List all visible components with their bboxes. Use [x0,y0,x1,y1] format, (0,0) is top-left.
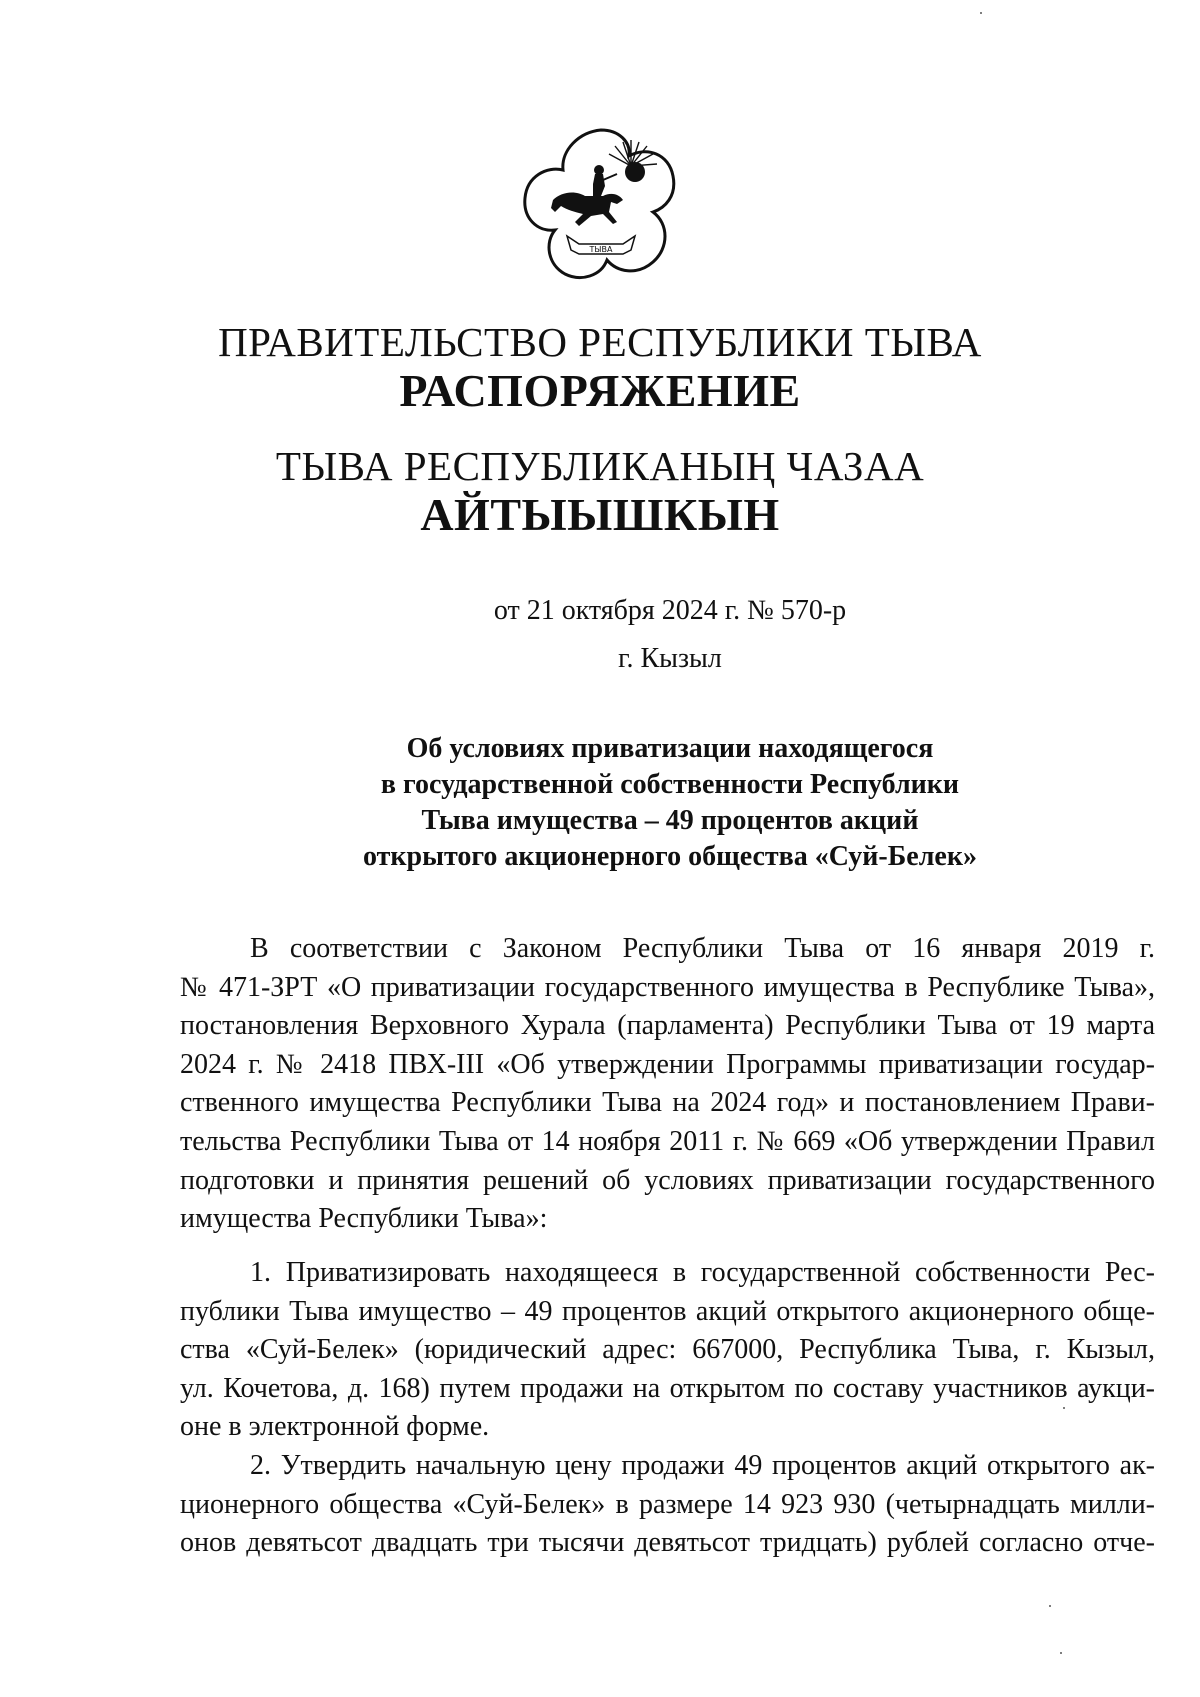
document-type-tyv: АЙТЫЫШКЫН [420,489,780,540]
text-line: имущества Республики Тыва»: [180,1203,548,1235]
government-name-ru: ПРАВИТЕЛЬСТВО РЕСПУБЛИКИ ТЫВА [218,319,982,365]
text-line: № 471-ЗРТ «О приватизации государственного имущества в Республике Тыва», [180,971,1155,1003]
text-line: В соответствии с Законом Республики Тыва от 16 января 2019 г. [250,933,1155,964]
scan-speck [980,12,982,14]
text-line: подготовки и принятия решений об условиях приватизации государственного [180,1164,1155,1196]
scan-speck [1060,1652,1062,1654]
text-line: ул. Кочетова, д. 168) путем продажи на открытом по составу участников аукци- [180,1372,1155,1404]
scan-speck [1063,1407,1065,1409]
text-line: публики Тыва имущество – 49 процентов акций открытого акционерного обще- [180,1295,1155,1327]
scan-speck [1049,1605,1051,1607]
text-line: ственного имущества Республики Тыва на 2024 год» и постановлением Прави- [180,1087,1155,1119]
document-title [70,731,1200,875]
preamble-paragraph [180,930,1155,1239]
text-line: оне в электронной форме. [180,1411,490,1443]
text-line: 2024 г. № 2418 ПВХ-III «Об утверждении Программы приватизации государ- [180,1048,1155,1080]
clause-2-paragraph [180,1447,1155,1563]
clause-1-paragraph [180,1254,1155,1447]
title-line: в государственной собственности Республики [380,769,960,800]
text-line: тельства Республики Тыва от 14 ноября 2011 г. № 669 «Об утверждении Правил [180,1125,1155,1157]
text-line: постановления Верховного Хурала (парламента) Республики Тыва от 19 марта [180,1010,1155,1042]
title-line: Тыва имущества – 49 процентов акций [421,805,919,836]
title-line: открытого акционерного общества «Суй-Белек» [363,841,977,872]
government-name-tyv: ТЫВА РЕСПУБЛИКАНЫҢ ЧАЗАА [275,443,925,489]
text-line: 2. Утвердить начальную цену продажи 49 процентов акций открытого ак- [250,1450,1155,1481]
text-line: ства «Суй-Белек» (юридический адрес: 667000, Республика Тыва, г. Кызыл, [180,1334,1155,1366]
svg-text:ТЫВА: ТЫВА [589,245,613,254]
text-line: ционерного общества «Суй-Белек» в размере 14 923 930 (четырнадцать милли- [180,1488,1155,1520]
text-line: 1. Приватизировать находящееся в государственной собственности Рес- [250,1257,1155,1288]
document-city: г. Кызыл [618,643,722,674]
tuva-coat-of-arms-icon [519,124,683,284]
document-date-number: от 21 октября 2024 г. № 570-р [493,595,847,626]
document-type-ru: РАСПОРЯЖЕНИЕ [399,365,801,416]
title-line: Об условиях приватизации находящегося [406,733,934,764]
text-line: онов девятьсот двадцать три тысячи девятьсот тридцать) рублей согласно отче- [180,1527,1155,1559]
